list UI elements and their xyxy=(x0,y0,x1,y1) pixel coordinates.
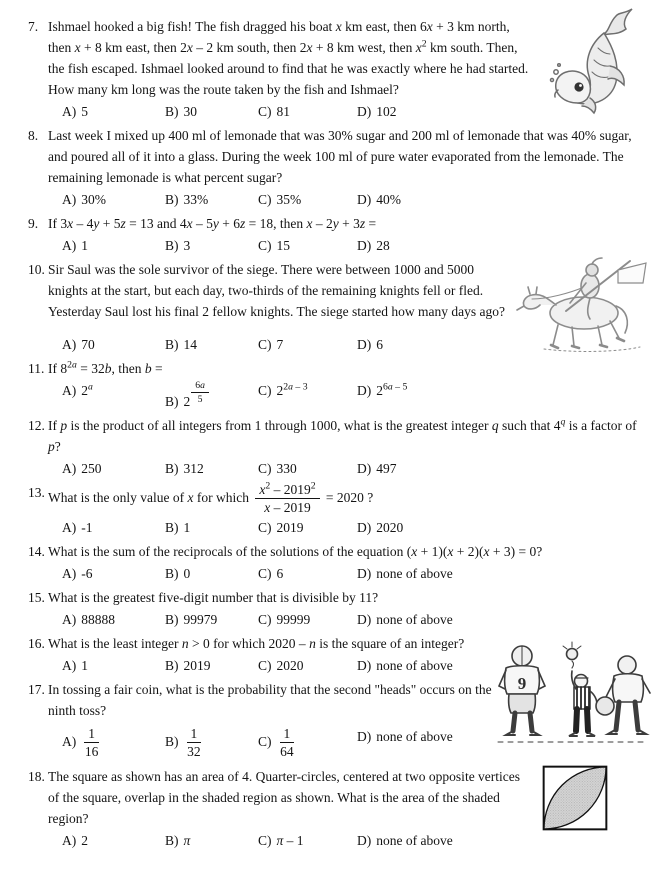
option-b xyxy=(165,563,258,584)
option-label: A) xyxy=(62,611,77,627)
option-value: 3 xyxy=(183,238,191,253)
option-value: none of above xyxy=(376,728,453,744)
question-18 xyxy=(0,766,658,851)
option-b xyxy=(165,609,258,630)
option-value: 5 xyxy=(81,104,88,119)
option-value: 2$^a$ xyxy=(81,381,93,398)
option-c xyxy=(258,189,357,210)
coin-toss-referee-players-illustration xyxy=(484,639,656,755)
question-number: 12. xyxy=(28,417,45,433)
option-value: none of above xyxy=(376,565,453,581)
question-7 xyxy=(0,16,658,122)
option-value: 2 xyxy=(81,832,88,848)
option-label: D) xyxy=(357,337,372,352)
option-label: D) xyxy=(357,383,372,398)
option-a xyxy=(62,726,165,760)
option-label: A) xyxy=(62,657,77,673)
question-9 xyxy=(0,213,658,256)
question-11 xyxy=(0,358,658,412)
question-number: 10. xyxy=(28,262,45,277)
option-label: B) xyxy=(165,832,179,848)
question-12 xyxy=(0,415,658,479)
option-a xyxy=(62,334,165,355)
option-d xyxy=(357,334,510,355)
option-value: $\frac{1}{32}$ xyxy=(187,725,201,760)
question-number: 18. xyxy=(28,768,45,784)
option-c xyxy=(258,655,357,676)
option-value: 28 xyxy=(376,238,390,253)
option-c xyxy=(258,830,357,851)
option-label: B) xyxy=(165,337,179,352)
option-value: $\frac{1}{16}$ xyxy=(84,725,99,760)
answer-options xyxy=(62,726,516,760)
option-label: B) xyxy=(165,519,179,535)
question-text: What is the least integer n > 0 for which 2020 – n is the square of an integer? xyxy=(48,635,465,651)
option-value: 6 xyxy=(376,337,383,352)
option-b xyxy=(165,334,258,355)
option-label: A) xyxy=(62,565,77,581)
option-label: D) xyxy=(357,728,372,744)
option-value: 99979 xyxy=(183,611,218,627)
option-value: 88888 xyxy=(81,611,115,627)
option-label: A) xyxy=(62,383,77,398)
answer-options xyxy=(62,101,532,122)
question-text: What is the greatest five-digit number that is divisible by 11? xyxy=(48,589,379,605)
option-a xyxy=(62,830,165,851)
option-label: D) xyxy=(357,657,372,673)
question-text: If 3x – 4y + 5z = 13 and 4x – 5y + 6z = 18, then x – 2y + 3z = xyxy=(48,216,377,231)
option-value: 35% xyxy=(276,192,302,207)
option-value: 6 xyxy=(276,565,284,581)
option-label: D) xyxy=(357,460,372,476)
option-d xyxy=(357,563,644,584)
option-value: none of above xyxy=(376,657,453,673)
answer-options xyxy=(62,458,644,479)
option-label: A) xyxy=(62,733,77,749)
option-label: D) xyxy=(357,565,372,581)
option-b xyxy=(165,517,258,538)
option-label: A) xyxy=(62,832,77,848)
option-label: C) xyxy=(258,657,272,673)
option-value: π – 1 xyxy=(276,832,304,848)
option-c xyxy=(258,101,357,122)
option-d xyxy=(357,458,644,479)
option-label: D) xyxy=(357,832,372,848)
option-value: -1 xyxy=(81,519,93,535)
question-number: 13. xyxy=(28,484,45,500)
option-a xyxy=(62,189,165,210)
option-d xyxy=(357,380,644,401)
option-value: 15 xyxy=(276,238,290,253)
option-label: B) xyxy=(165,192,179,207)
answer-options xyxy=(62,334,510,355)
option-value: 2 $^{\frac{6a}{5}}$ xyxy=(184,394,210,409)
option-label: A) xyxy=(62,337,77,352)
option-label: D) xyxy=(357,519,372,535)
option-value: 330 xyxy=(276,460,297,476)
option-value: 33% xyxy=(183,192,209,207)
option-label: B) xyxy=(165,611,179,627)
question-number: 7. xyxy=(28,19,39,34)
option-value: -6 xyxy=(81,565,93,581)
option-label: C) xyxy=(258,383,272,398)
option-label: C) xyxy=(258,192,272,207)
question-text: In tossing a fair coin, what is the probability that the second "heads" occurs on the ninth toss? xyxy=(48,681,492,718)
square-quarter-circles-figure xyxy=(542,764,608,832)
option-d xyxy=(357,189,644,210)
option-label: C) xyxy=(258,519,272,535)
answer-options xyxy=(62,609,644,630)
option-a xyxy=(62,235,165,256)
option-label: B) xyxy=(165,104,179,119)
option-label: A) xyxy=(62,460,77,476)
option-label: A) xyxy=(62,238,77,253)
option-c xyxy=(258,609,357,630)
option-label: D) xyxy=(357,104,372,119)
option-label: A) xyxy=(62,192,77,207)
option-label: C) xyxy=(258,565,272,581)
option-label: C) xyxy=(258,611,272,627)
question-10 xyxy=(0,259,658,355)
option-b xyxy=(165,830,258,851)
question-number: 17. xyxy=(28,681,45,697)
question-text: If $8^{2a} = 32b$, then b = xyxy=(48,359,163,376)
option-b xyxy=(165,189,258,210)
option-label: B) xyxy=(165,460,179,476)
question-number: 15. xyxy=(28,589,45,605)
question-text: What is the only value of x for which $\frac{x^2 - 2019^2}{x - 2019}$ = 2020 ? xyxy=(48,480,374,516)
question-text: Last week I mixed up 400 ml of lemonade that was 30% sugar and 200 ml of lemonade that was 40% sugar, and poured all of it into a glass. During the week 100 ml of pure water evaporated from the lemonade. The remaining lemonade is what percent sugar? xyxy=(48,128,632,185)
option-value: 70 xyxy=(81,337,95,352)
option-label: D) xyxy=(357,611,372,627)
option-value: 2019 xyxy=(183,657,211,673)
question-text: What is the sum of the reciprocals of the solutions of the equation (x + 1)(x + 2)(x + 3) = 0? xyxy=(48,543,543,559)
option-c xyxy=(258,380,357,401)
option-label: C) xyxy=(258,832,272,848)
option-label: B) xyxy=(165,393,179,409)
answer-options xyxy=(62,189,644,210)
option-value: none of above xyxy=(376,832,453,848)
option-label: D) xyxy=(357,192,372,207)
question-number: 8. xyxy=(28,128,39,143)
question-text: The square as shown has an area of 4. Quarter-circles, centered at two opposite vertices of the square, overlap in the shaded region as shown. What is the area of the shaded region? xyxy=(48,768,521,826)
fish-illustration xyxy=(546,6,652,120)
option-c xyxy=(258,334,357,355)
option-b xyxy=(165,726,258,760)
option-c xyxy=(258,517,357,538)
knight-on-horseback-illustration xyxy=(506,253,658,353)
option-c xyxy=(258,458,357,479)
option-label: A) xyxy=(62,519,77,535)
option-label: B) xyxy=(165,565,179,581)
option-a xyxy=(62,101,165,122)
option-a xyxy=(62,563,165,584)
option-value: 1 xyxy=(81,657,88,673)
question-text: Ishmael hooked a big fish! The fish dragged his boat x km east, then 6x + 3 km north, then x + 8 km east, then 2x – 2 km south, then 2x + 8 km west, then $x^2$ km south. Then, the fish escaped. Ishmael looked around to find that he was exactly where he had started. How many km long was the route taken by the fish and Ishmael? xyxy=(48,19,529,97)
option-c xyxy=(258,726,357,760)
option-label: D) xyxy=(357,238,372,253)
option-d xyxy=(357,609,644,630)
option-value: 250 xyxy=(81,460,102,476)
option-value: 102 xyxy=(376,104,397,119)
option-value: 1 xyxy=(81,238,88,253)
option-value: $2^{6a}$ $^{- 5}$ xyxy=(376,381,408,398)
question-text: If p is the product of all integers from 1 through 1000, what is the greatest integer q such that 4$^q$ is a factor of p? xyxy=(48,416,637,454)
question-15 xyxy=(0,587,658,630)
option-b xyxy=(165,655,258,676)
option-value: 0 xyxy=(183,565,191,581)
answer-options xyxy=(62,563,644,584)
option-value: 312 xyxy=(183,460,204,476)
option-a xyxy=(62,380,165,401)
option-a xyxy=(62,655,165,676)
option-label: C) xyxy=(258,337,272,352)
option-value: 1 xyxy=(183,519,191,535)
question-number: 16. xyxy=(28,635,45,651)
option-value: 99999 xyxy=(276,611,311,627)
question-number: 11. xyxy=(28,361,45,376)
question-number: 14. xyxy=(28,543,45,559)
option-label: C) xyxy=(258,104,272,119)
option-value: 497 xyxy=(376,460,397,476)
option-value: 30 xyxy=(183,104,197,119)
option-label: B) xyxy=(165,657,179,673)
option-c xyxy=(258,563,357,584)
option-label: C) xyxy=(258,733,272,749)
option-label: B) xyxy=(165,733,179,749)
option-value: none of above xyxy=(376,611,453,627)
question-8 xyxy=(0,125,658,210)
option-value: 2020 xyxy=(376,519,404,535)
option-value: 40% xyxy=(376,192,401,207)
option-value: $\frac{1}{64}$ xyxy=(280,725,294,760)
option-value: π xyxy=(183,832,191,848)
option-label: C) xyxy=(258,238,272,253)
option-d xyxy=(357,517,644,538)
option-value: 2019 xyxy=(276,519,304,535)
option-value: 7 xyxy=(276,337,284,352)
option-value: $2^{2a}$ $^{- 3}$ xyxy=(276,381,308,398)
option-value: 2020 xyxy=(276,657,304,673)
question-text: Sir Saul was the sole survivor of the siege. There were between 1000 and 5000 knights at the start, but each day, two-thirds of the remaining knights fell or fled. Yesterday Saul lost his final 2 fellow knights. The siege started how many days ago? xyxy=(48,262,505,319)
question-14 xyxy=(0,541,658,584)
option-b xyxy=(165,380,258,412)
answer-options xyxy=(62,830,528,851)
option-b xyxy=(165,101,258,122)
option-value: 30% xyxy=(81,192,106,207)
jersey-number: 9 xyxy=(517,673,527,693)
option-c xyxy=(258,235,357,256)
option-b xyxy=(165,235,258,256)
option-label: B) xyxy=(165,238,179,253)
option-label: A) xyxy=(62,104,77,119)
option-a xyxy=(62,517,165,538)
option-d xyxy=(357,101,532,122)
option-a xyxy=(62,609,165,630)
option-value: 14 xyxy=(183,337,197,352)
option-b xyxy=(165,458,258,479)
option-a xyxy=(62,458,165,479)
answer-options xyxy=(62,517,644,538)
question-13 xyxy=(0,482,658,538)
option-label: C) xyxy=(258,460,272,476)
answer-options xyxy=(62,380,644,412)
option-value: 81 xyxy=(276,104,290,119)
option-d xyxy=(357,830,528,851)
question-number: 9. xyxy=(28,216,39,231)
